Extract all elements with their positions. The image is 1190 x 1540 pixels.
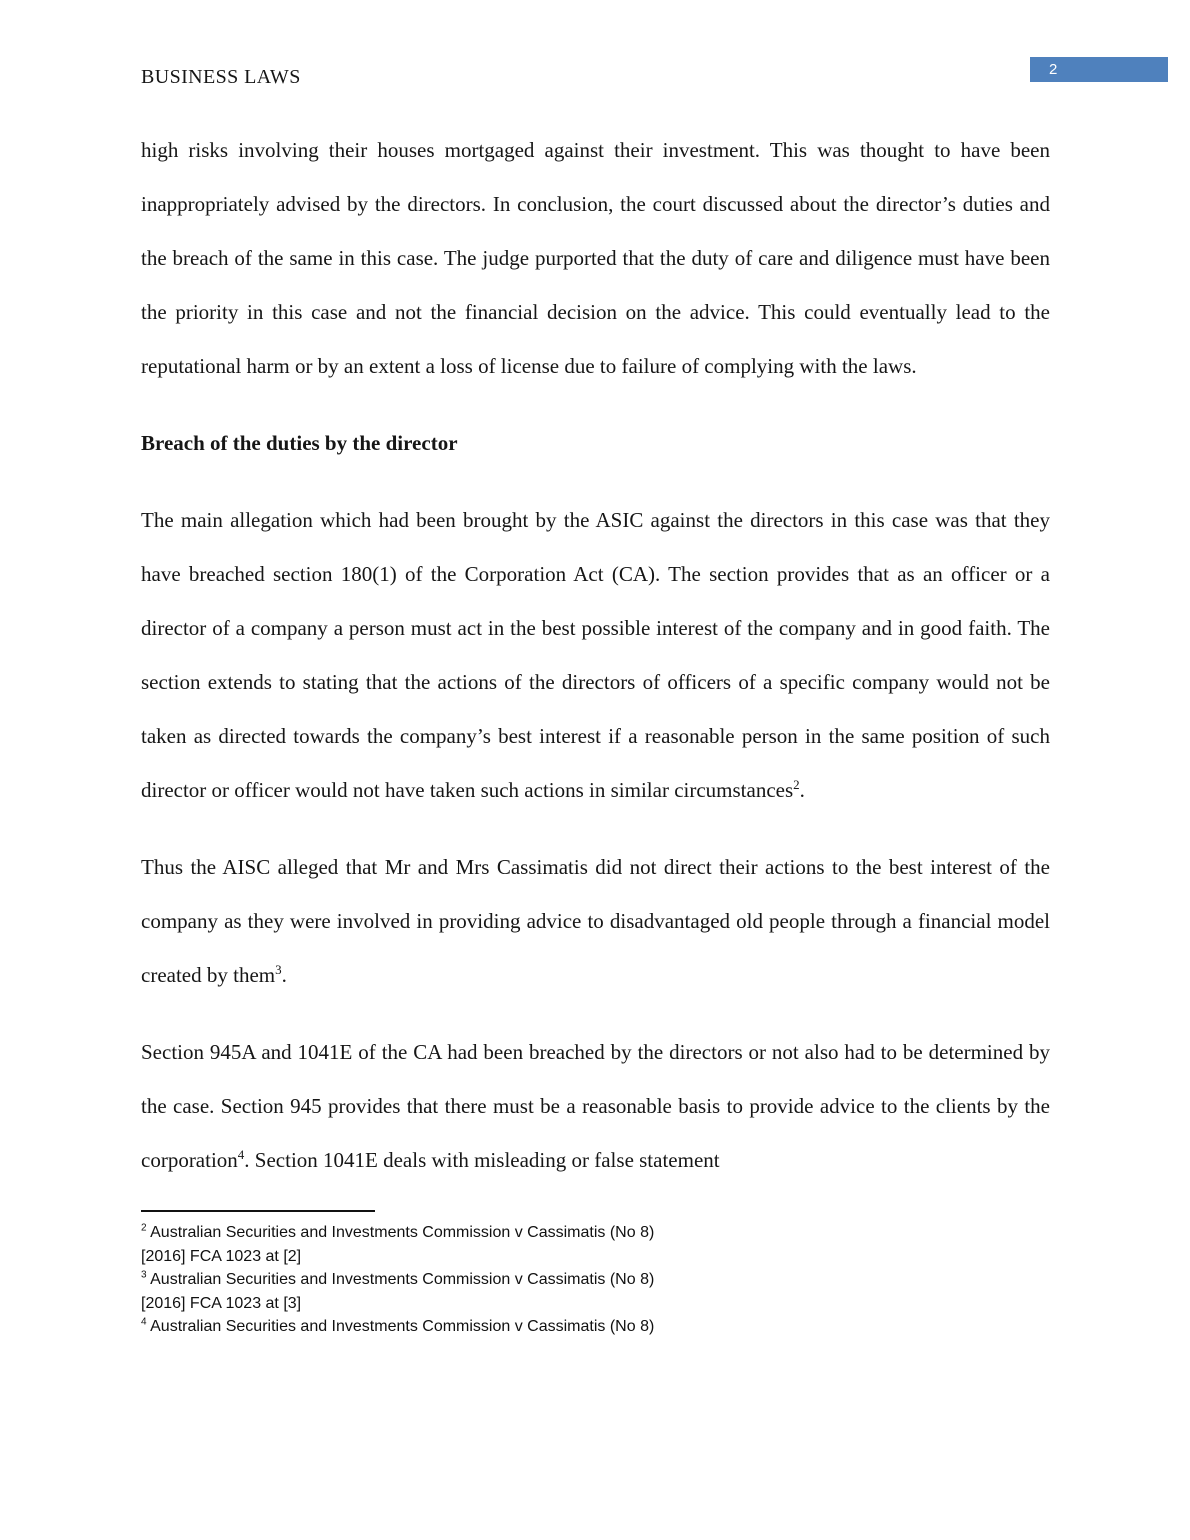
paragraph-4: [141, 1025, 1050, 1187]
paragraph-text: Section 945A and 1041E of the CA had been breached by the directors or not also had to be determined by the case. Section 945 provides that there must be a reasonable basis to provide advice to the clients by the corporation: [141, 1040, 1050, 1172]
footnote-text: Australian Securities and Investments Commission v Cassimatis (No 8): [146, 1318, 655, 1335]
paragraph-2: [141, 493, 1050, 817]
footnote-marker: 3: [141, 1269, 147, 1281]
footnote-text: [2016] FCA 1023 at [2]: [141, 1247, 302, 1265]
section-heading: Breach of the duties by the director: [141, 431, 458, 455]
footnotes-section: [141, 1221, 1050, 1339]
paragraph-text: .: [281, 963, 287, 987]
paragraph-text: Thus the AISC alleged that Mr and Mrs Cassimatis did not direct their actions to the best interest of the company as they were involved in providing advice to disadvantaged old people through a financial model created by them: [141, 855, 1050, 987]
footnote-separator: [141, 1210, 375, 1212]
footnote-2: [141, 1221, 1050, 1245]
document-title: BUSINESS LAWS: [141, 66, 301, 88]
paragraph-1: [141, 123, 1050, 393]
paragraph-text: . Section 1041E deals with misleading or false statement: [244, 1148, 720, 1172]
page-number-badge: [1030, 57, 1168, 82]
footnote-3-citation: [141, 1292, 1050, 1316]
footnote-text: Australian Securities and Investments Commission v Cassimatis (No 8): [146, 1224, 655, 1241]
footnote-marker: 4: [141, 1316, 147, 1328]
footnote-3: [141, 1268, 1050, 1292]
paragraph-text: .: [799, 778, 805, 802]
footnote-text: Australian Securities and Investments Commission v Cassimatis (No 8): [146, 1271, 655, 1288]
paragraph-3: [141, 840, 1050, 1002]
footnote-marker: 2: [141, 1222, 147, 1234]
footnote-4: [141, 1315, 1050, 1339]
document-body: [141, 123, 1050, 1187]
paragraph-text: The main allegation which had been brought by the ASIC against the directors in this case was that they have breached section 180(1) of the Corporation Act (CA). The section provides that as an officer or a director of a company a person must act in the best possible interest of the company and in good faith. The section extends to stating that the actions of the directors of officers of a specific company would not be taken as directed towards the company’s best interest if a reasonable person in the same position of such director or officer would not have taken such actions in similar circumstances: [141, 508, 1050, 802]
footnote-text: [2016] FCA 1023 at [3]: [141, 1294, 302, 1312]
paragraph-text: high risks involving their houses mortgaged against their investment. This was thought to have been inappropriately advised by the directors. In conclusion, the court discussed about the director’s duties and the breach of the same in this case. The judge purported that the duty of care and diligence must have been the priority in this case and not the financial decision on the advice. This could eventually lead to the reputational harm or by an extent a loss of license due to failure of complying with the laws.: [141, 138, 1050, 378]
page-number: 2: [1049, 61, 1058, 78]
footnote-ref-3: 3: [275, 962, 282, 977]
footnote-ref-4: 4: [237, 1147, 245, 1162]
footnote-2-citation: [141, 1245, 1050, 1269]
footnote-ref-2: 2: [793, 777, 800, 792]
